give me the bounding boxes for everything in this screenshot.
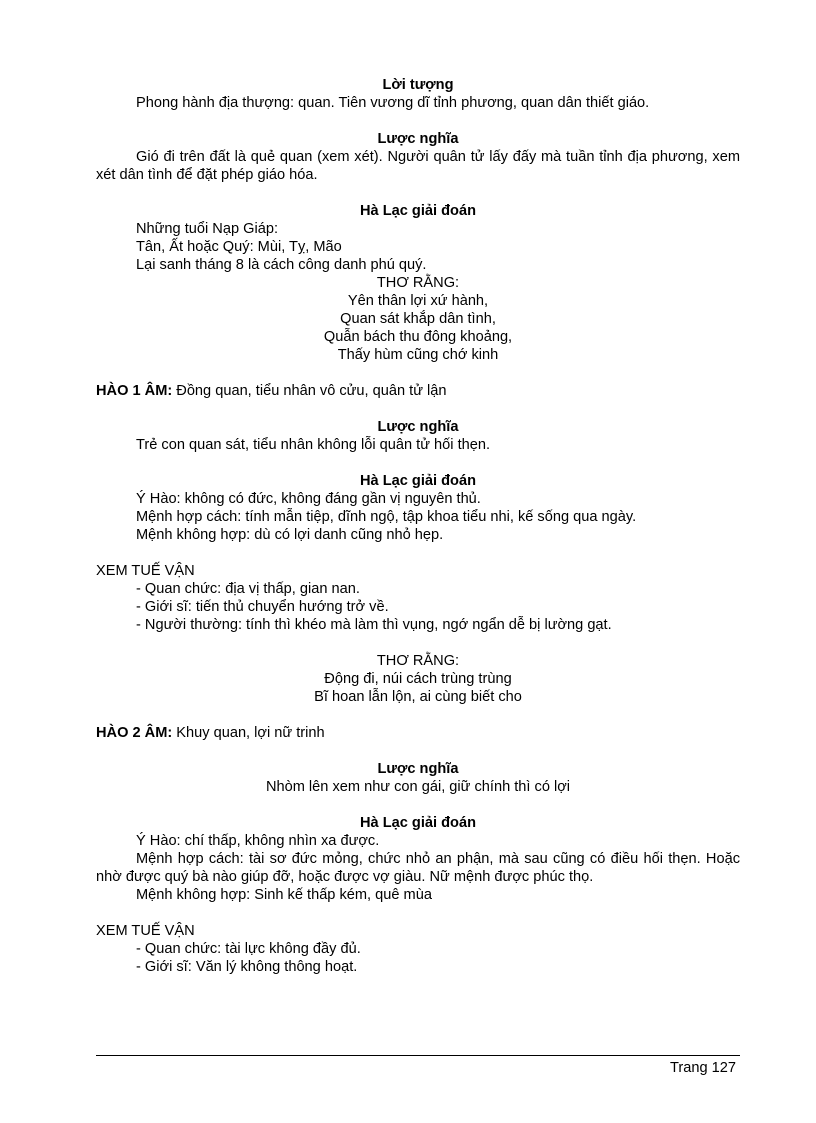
poem-title: THƠ RẰNG: — [376, 653, 460, 669]
poem-line: Quan sát khắp dân tình, — [340, 311, 496, 327]
paragraph: Gió đi trên đất là quẻ quan (xem xét). Người quân tử lấy đấy mà tuần tỉnh địa phương, xem xét dân tình để đặt phép giáo hóa. — [96, 149, 740, 183]
text-line: Tân, Ất hoặc Quý: Mùi, Tỵ, Mão — [136, 239, 342, 255]
text-line: Những tuổi Nạp Giáp: — [136, 221, 279, 237]
text-line: - Giới sĩ: tiến thủ chuyển hướng trở về. — [136, 599, 389, 615]
text-line: - Quan chức: tài lực không đầy đủ. — [136, 941, 361, 957]
footer-divider — [96, 1055, 740, 1056]
poem-line: Thấy hùm cũng chớ kinh — [337, 347, 499, 363]
section-heading: Lược nghĩa — [377, 761, 459, 777]
poem-line: Yên thân lợi xứ hành, — [347, 293, 489, 309]
section-heading: Hà Lạc giải đoán — [360, 473, 476, 489]
hao-label: HÀO 1 ÂM: — [96, 383, 173, 399]
text-line: - Người thường: tính thì khéo mà làm thì vụng, ngớ ngẩn dễ bị lường gạt. — [136, 617, 612, 633]
document-page — [96, 76, 740, 976]
poem-title: THƠ RẰNG: — [376, 275, 460, 291]
hao-text: Khuy quan, lợi nữ trinh — [172, 725, 325, 741]
text-line: - Quan chức: địa vị thấp, gian nan. — [136, 581, 360, 597]
hao-label: HÀO 2 ÂM: — [96, 725, 173, 741]
section-heading: Hà Lạc giải đoán — [360, 203, 476, 219]
text-line: Nhòm lên xem như con gái, giữ chính thì có lợi — [265, 779, 571, 795]
text-line: - Giới sĩ: Văn lý không thông hoạt. — [136, 959, 358, 975]
text-line: Ý Hào: không có đức, không đáng gần vị nguyên thủ. — [136, 491, 481, 507]
xem-tue-van-heading: XEM TUẾ VẬN — [96, 563, 195, 579]
hao-2-line — [96, 724, 740, 742]
paragraph: Mệnh hợp cách: tài sơ đức mỏng, chức nhỏ an phận, mà sau cũng có điều hối thẹn. Hoặc nhờ được quý bà nào giúp đỡ, hoặc được vợ giàu. Nữ mệnh được phúc thọ. — [96, 851, 740, 885]
text-line: Trẻ con quan sát, tiểu nhân không lỗi quân tử hối thẹn. — [136, 437, 491, 453]
section-heading: Lược nghĩa — [377, 419, 459, 435]
poem-line: Quẫn bách thu đông khoảng, — [323, 329, 513, 345]
section-heading: Lời tượng — [382, 77, 454, 93]
text-line: Ý Hào: chí thấp, không nhìn xa được. — [136, 833, 380, 849]
poem-line: Động đi, núi cách trùng trùng — [324, 671, 512, 687]
xem-tue-van-heading: XEM TUẾ VẬN — [96, 923, 195, 939]
hao-text: Đồng quan, tiểu nhân vô cửu, quân tử lận — [172, 383, 447, 399]
section-heading: Hà Lạc giải đoán — [360, 815, 476, 831]
text-line: Lại sanh tháng 8 là cách công danh phú quý. — [136, 257, 427, 273]
hao-1-line — [96, 382, 740, 400]
text-line: Mệnh không hợp: dù có lợi danh cũng nhỏ hẹp. — [136, 527, 444, 543]
text-line: Mệnh hợp cách: tính mẫn tiệp, dĩnh ngộ, tập khoa tiểu nhi, kế sống qua ngày. — [136, 509, 637, 525]
section-heading: Lược nghĩa — [377, 131, 459, 147]
text-line: Mệnh không hợp: Sinh kế thấp kém, quê mùa — [136, 887, 432, 903]
page-number: Trang 127 — [670, 1060, 736, 1076]
poem-line: Bĩ hoan lẫn lộn, ai cùng biết cho — [314, 689, 522, 705]
text-line: Phong hành địa thượng: quan. Tiên vương dĩ tỉnh phương, quan dân thiết giáo. — [136, 95, 650, 111]
